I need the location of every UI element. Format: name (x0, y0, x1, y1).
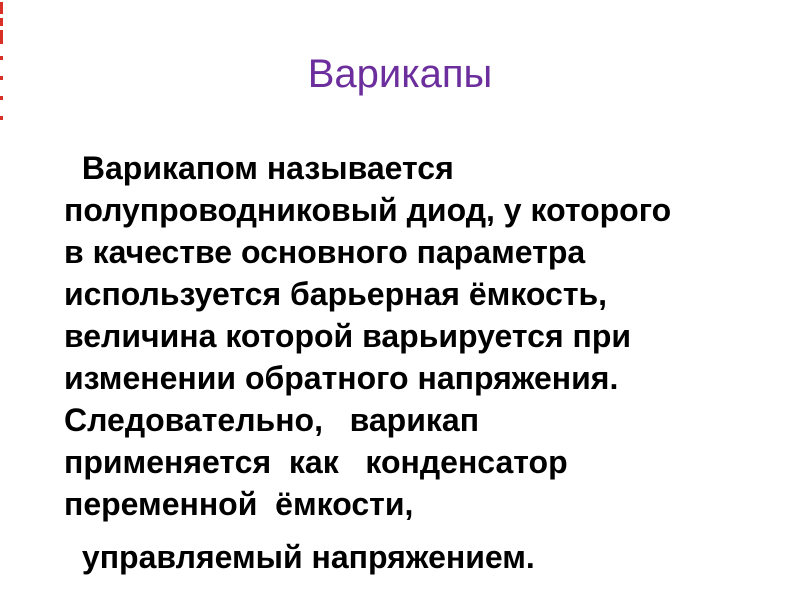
text-line: Следовательно, варикап (64, 402, 480, 438)
text-line: полупроводниковый диод, у которого (64, 192, 672, 228)
text-line-closing: управляемый напряжением. (73, 539, 535, 575)
left-edge-artifact (0, 2, 3, 14)
left-edge-artifact (0, 96, 3, 100)
slide-title: Варикапы (307, 52, 493, 96)
left-edge-artifact (0, 18, 3, 26)
left-edge-artifact (0, 76, 3, 80)
left-edge-artifact (0, 56, 3, 60)
text-line: в качестве основного параметра (64, 234, 586, 270)
text-line: применяется как конденсатор (64, 444, 568, 480)
body-text-block (64, 147, 784, 578)
text-line: величина которой варьируется при (64, 318, 632, 354)
left-edge-artifact (0, 30, 3, 44)
text-line: изменении обратного напряжения. (64, 360, 619, 396)
left-edge-artifact (0, 116, 3, 120)
text-line: переменной ёмкости, (64, 486, 414, 522)
text-line: используется барьерная ёмкость, (64, 276, 608, 312)
text-line: Варикапом называется (73, 150, 454, 186)
